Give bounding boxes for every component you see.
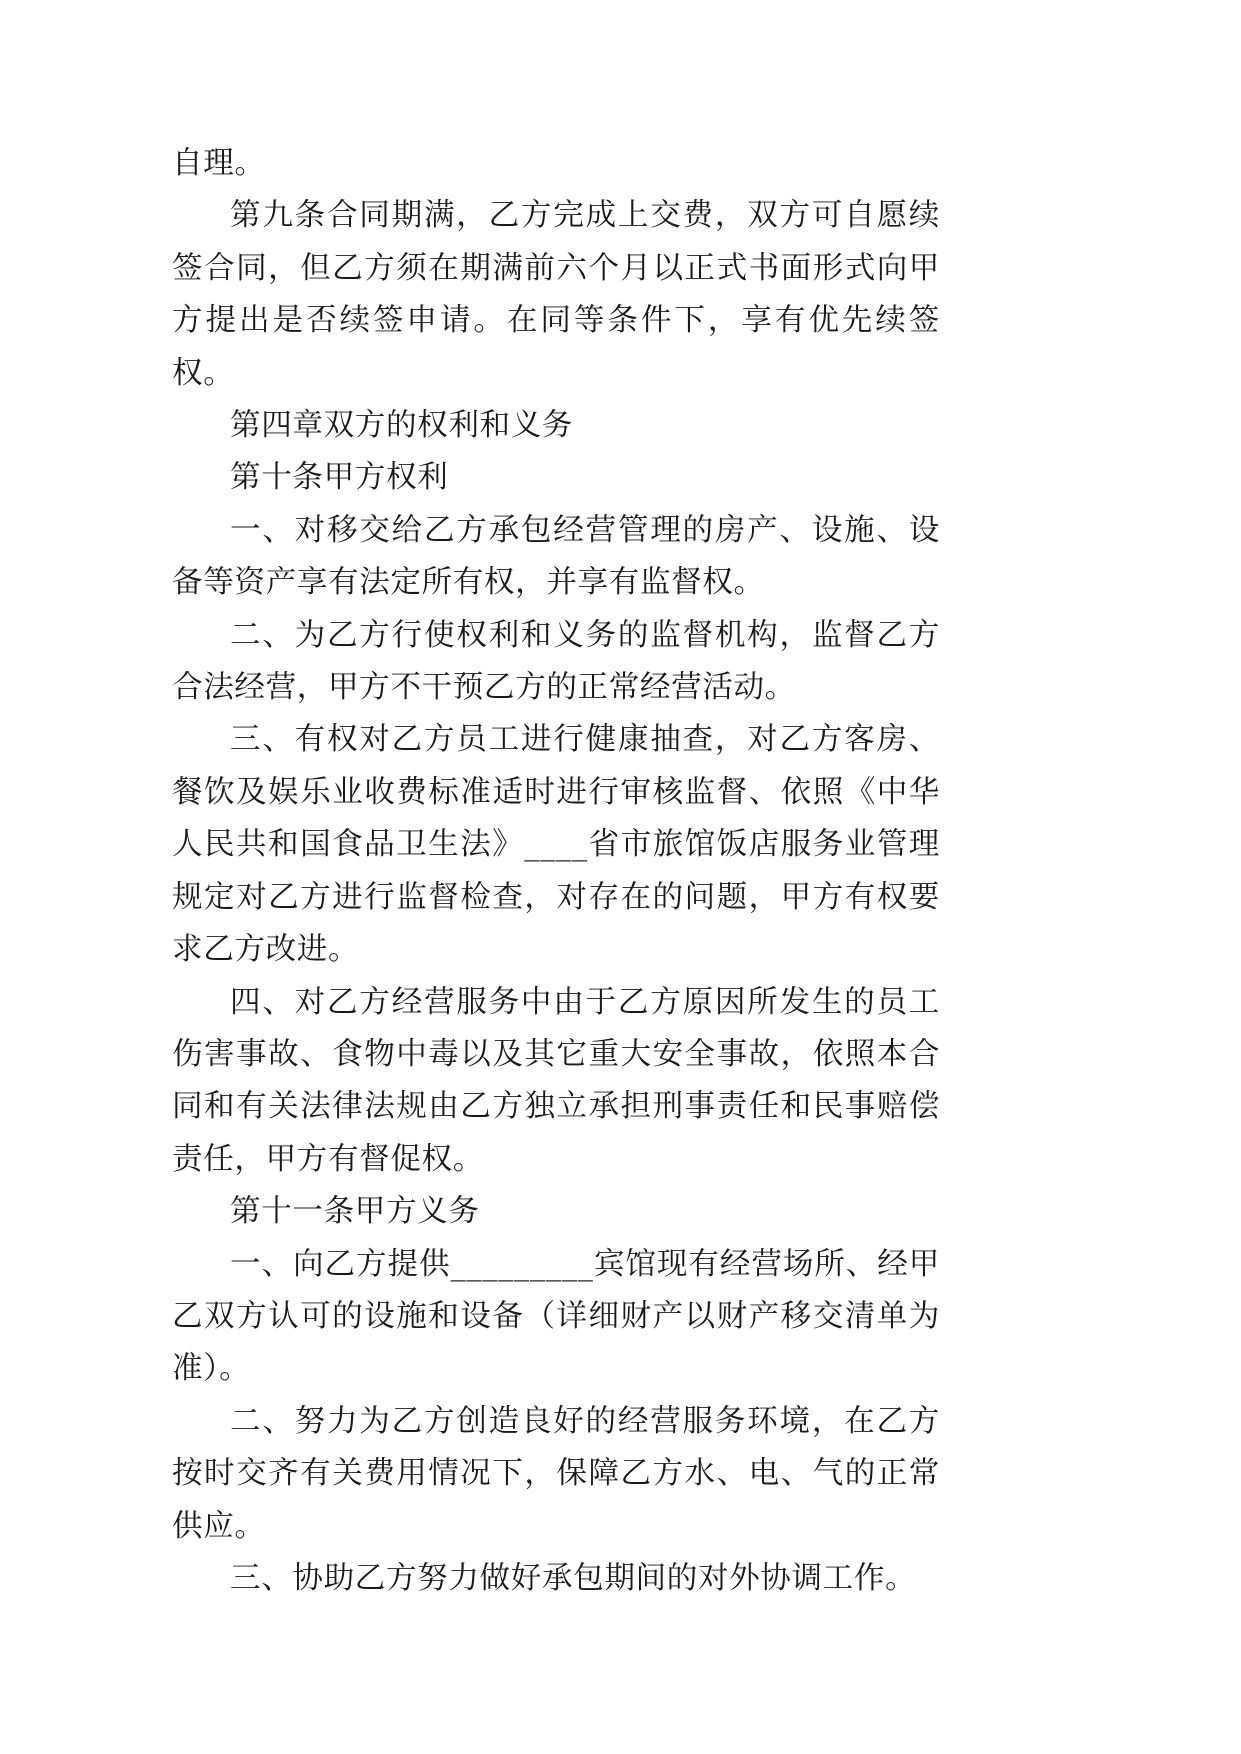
paragraph-continuation: 自理。 [172, 146, 266, 181]
paragraph-article-10-item-1: 一、对移交给乙方承包经营管理的房产、设施、设备等资产享有法定所有权，并享有监督权。 [172, 512, 940, 601]
paragraph-article-10-item-2: 二、为乙方行使权利和义务的监督机构，监督乙方合法经营，甲方不干预乙方的正常经营活动。 [172, 617, 940, 706]
document-body [172, 138, 940, 1605]
paragraph-article-11-item-2: 二、努力为乙方创造良好的经营服务环境，在乙方按时交齐有关费用情况下，保障乙方水、电、气的正常供应。 [172, 1403, 940, 1544]
paragraph-article-9: 第九条合同期满，乙方完成上交费，双方可自愿续签合同，但乙方须在期满前六个月以正式书面形式向甲方提出是否续签申请。在同等条件下，享有优先续签权。 [172, 198, 940, 391]
paragraph-article-11-item-1: 一、向乙方提供_________宾馆现有经营场所、经甲乙双方认可的设施和设备（详细财产以财产移交清单为准）。 [172, 1246, 940, 1387]
paragraph-article-11-item-3: 三、协助乙方努力做好承包期间的对外协调工作。 [230, 1560, 917, 1596]
article-heading-10: 第十条甲方权利 [230, 460, 449, 496]
paragraph-article-10-item-3: 三、有权对乙方员工进行健康抽查，对乙方客房、餐饮及娱乐业收费标准适时进行审核监督、依照《中华人民共和国食品卫生法》____省市旅馆饭店服务业管理规定对乙方进行监督检查，对存在的问题，甲方有权要求乙方改进。 [172, 722, 940, 968]
chapter-heading-4: 第四章双方的权利和义务 [230, 408, 574, 444]
paragraph-article-10-item-4: 四、对乙方经营服务中由于乙方原因所发生的员工伤害事故、食物中毒以及其它重大安全事故，依照本合同和有关法律法规由乙方独立承担刑事责任和民事赔偿责任，甲方有督促权。 [172, 984, 940, 1177]
article-heading-11: 第十一条甲方义务 [230, 1194, 480, 1230]
